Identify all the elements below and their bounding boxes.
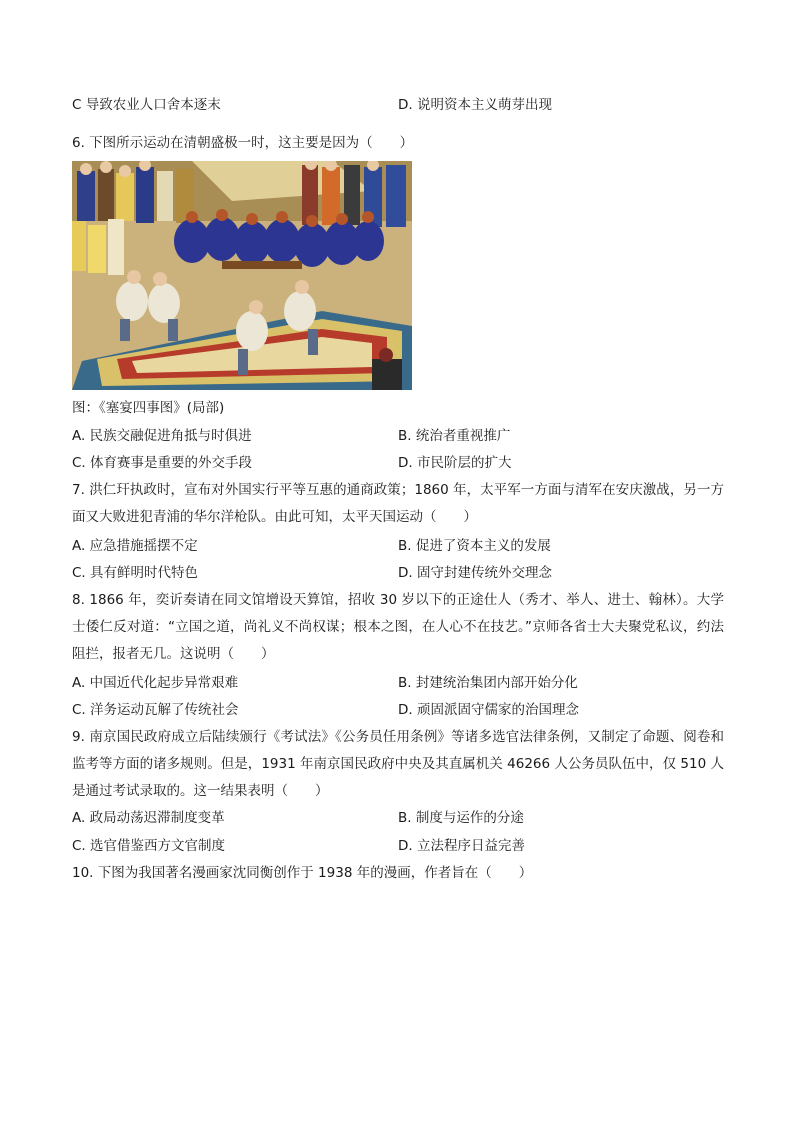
q7-option-d: D. 固守封建传统外交理念: [398, 565, 552, 581]
q9-option-b: B. 制度与运作的分途: [398, 810, 524, 826]
q5-option-d: D. 说明资本主义萌芽出现: [398, 97, 552, 113]
q7-option-c: C. 具有鲜明时代特色: [72, 565, 199, 581]
q7-option-b: B. 促进了资本主义的发展: [398, 538, 551, 554]
q10-stem: 10. 下图为我国著名漫画家沈同衡创作于 1938 年的漫画，作者旨在（ ）: [72, 865, 533, 881]
q7-stem: 7. 洪仁玕执政时，宣布对外国实行平等互惠的通商政策；1860 年，太平军一方面与清军在安庆激战，另一方面又大败进犯青浦的华尔洋枪队。由此可知，太平天国运动（ ）: [72, 482, 724, 525]
q7-option-a: A. 应急措施摇摆不定: [72, 538, 198, 554]
q6-stem: 6. 下图所示运动在清朝盛极一时，这主要是因为（ ）: [72, 135, 414, 151]
q8-option-c: C. 洋务运动瓦解了传统社会: [72, 702, 239, 718]
q6-option-a: A. 民族交融促进角抵与时俱进: [72, 428, 252, 444]
q8-option-b: B. 封建统治集团内部开始分化: [398, 675, 578, 691]
q8-option-a: A. 中国近代化起步异常艰难: [72, 675, 239, 691]
q6-option-b: B. 统治者重视推广: [398, 428, 511, 444]
q9-option-d: D. 立法程序日益完善: [398, 838, 525, 854]
q6-option-c: C. 体育赛事是重要的外交手段: [72, 455, 253, 471]
q6-option-d: D. 市民阶层的扩大: [398, 455, 512, 471]
q6-painting-image: [72, 161, 412, 390]
q9-option-a: A. 政局动荡迟滞制度变革: [72, 810, 225, 826]
q9-option-c: C. 选官借鉴西方文官制度: [72, 838, 226, 854]
q9-stem: 9. 南京国民政府成立后陆续颁行《考试法》《公务员任用条例》等诸多选官法律条例，又制定了命题、阅卷和监考等方面的诸多规则。但是，1931 年南京国民政府中央及其直属机关 46266 人公务员队伍中，仅 510 人是通过考试录取的。这一结果表明（ ）: [72, 729, 724, 799]
q8-option-d: D. 顽固派固守儒家的治国理念: [398, 702, 579, 718]
q8-stem: 8. 1866 年，奕䜣奏请在同文馆增设天算馆，招收 30 岁以下的正途仕人（秀才、举人、进士、翰林）。大学士倭仁反对道：“立国之道，尚礼义不尚权谋；根本之图，在人心不在技艺。”京师各省士大夫聚党私议，约法阻拦，报者无几。这说明（ ）: [72, 592, 724, 662]
q6-caption: 图：《塞宴四事图》(局部): [72, 400, 225, 416]
q5-option-c: C 导致农业人口舍本逐末: [72, 97, 221, 113]
